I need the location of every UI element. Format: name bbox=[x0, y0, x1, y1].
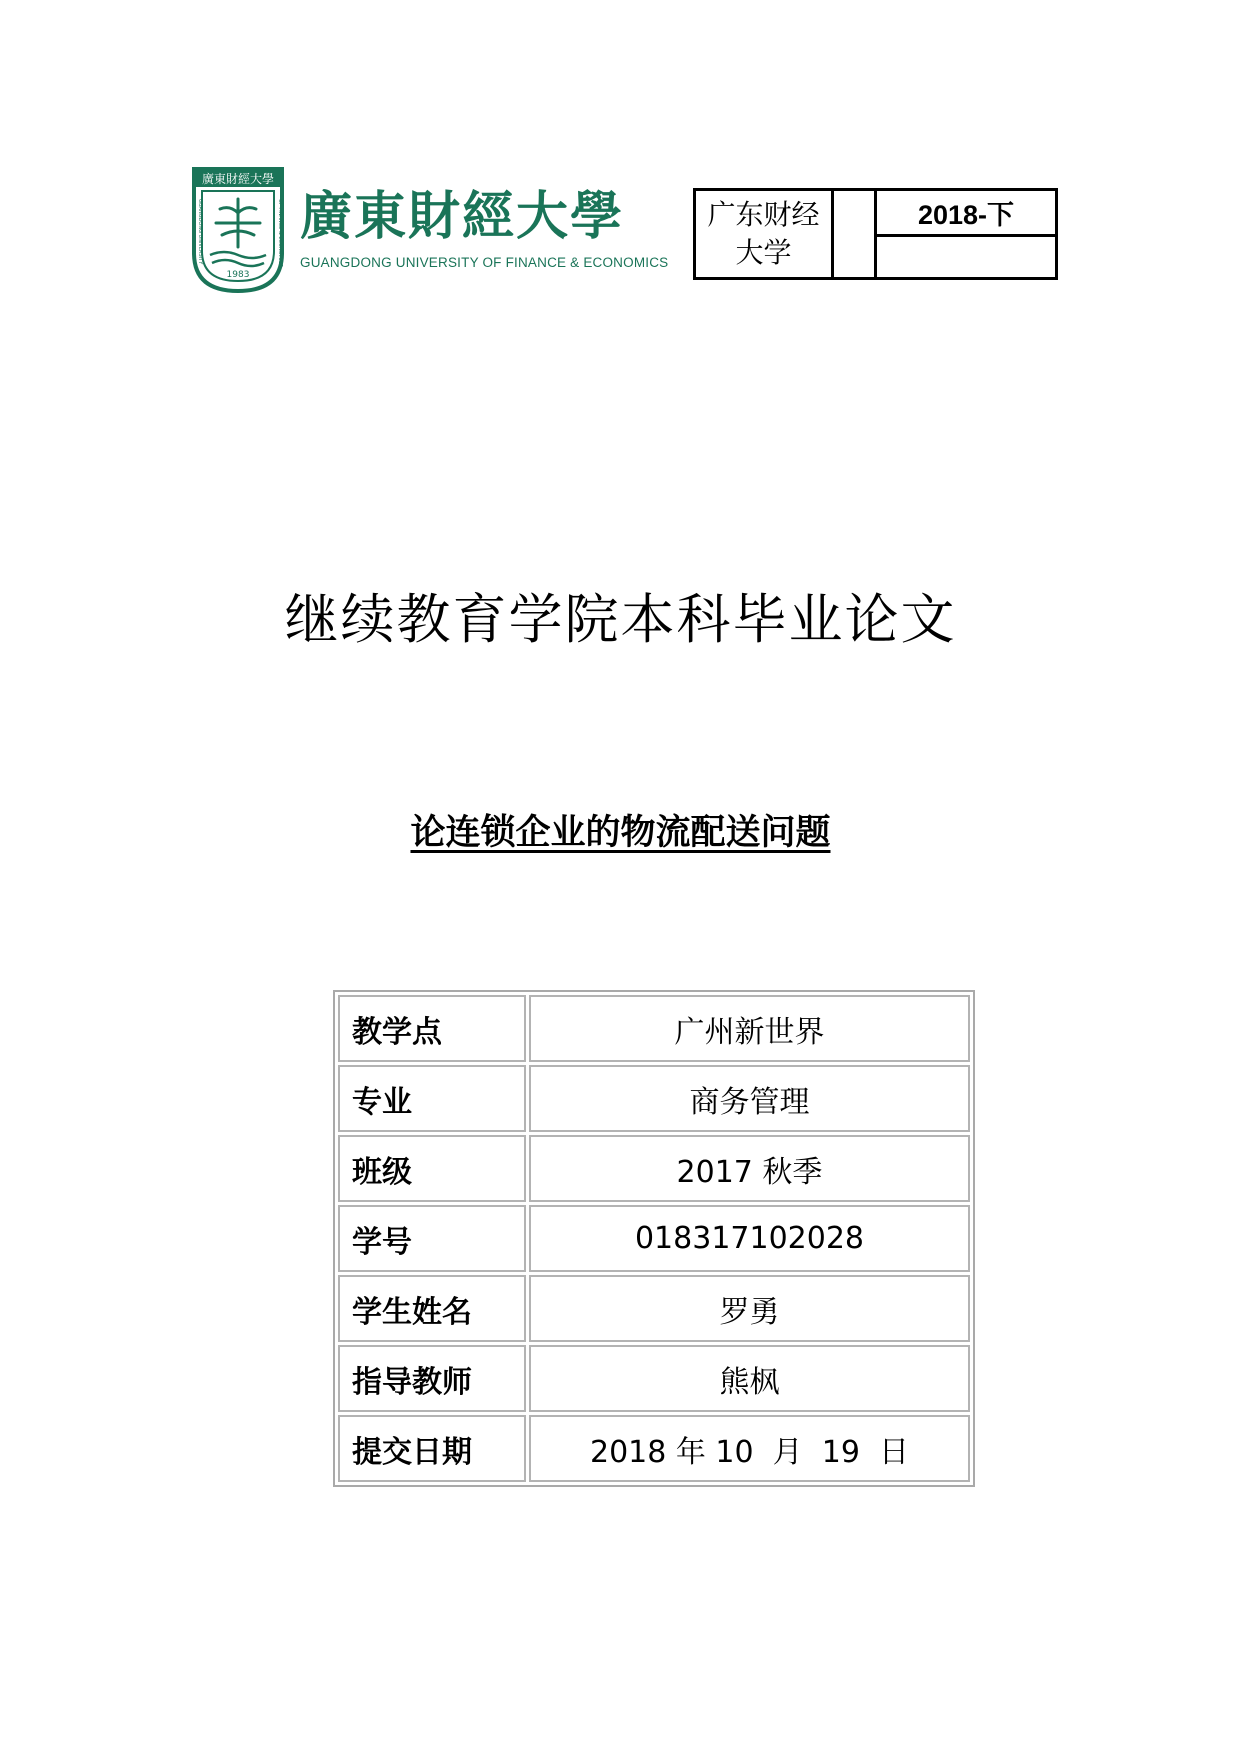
info-value: 罗勇 bbox=[529, 1275, 970, 1342]
thesis-title-text: 论连锁企业的物流配送问题 bbox=[410, 813, 831, 853]
info-label: 专业 bbox=[338, 1065, 526, 1132]
empty-cell bbox=[876, 235, 1057, 279]
header-code-table bbox=[693, 188, 1058, 280]
school-name: 广东财经大学 bbox=[707, 198, 820, 269]
seal-year: 1983 bbox=[226, 270, 250, 280]
info-value: 018317102028 bbox=[529, 1205, 970, 1272]
thesis-title bbox=[0, 808, 1241, 858]
info-label: 指导教师 bbox=[338, 1345, 526, 1412]
blank-cell bbox=[833, 190, 876, 279]
info-label: 学生姓名 bbox=[338, 1275, 526, 1342]
info-row bbox=[338, 1415, 970, 1482]
info-value: 2018 年 10 月 19 日 bbox=[529, 1415, 970, 1482]
seal-right-ring-text: OF FINANCE & ECONOMICS bbox=[277, 199, 283, 268]
info-label: 教学点 bbox=[338, 995, 526, 1062]
info-value: 商务管理 bbox=[529, 1065, 970, 1132]
info-label: 提交日期 bbox=[338, 1415, 526, 1482]
info-row bbox=[338, 1135, 970, 1202]
info-value: 2017 秋季 bbox=[529, 1135, 970, 1202]
info-table-body bbox=[338, 995, 970, 1482]
university-seal-icon bbox=[190, 165, 286, 295]
info-label: 班级 bbox=[338, 1135, 526, 1202]
page-title: 继续教育学院本科毕业论文 bbox=[284, 588, 957, 651]
info-label: 学号 bbox=[338, 1205, 526, 1272]
logo-name-cn: 廣東財經大學 bbox=[300, 186, 625, 247]
term-label: 2018-下 bbox=[917, 199, 1015, 230]
info-row bbox=[338, 1205, 970, 1272]
info-value: 熊枫 bbox=[529, 1345, 970, 1412]
info-row bbox=[338, 995, 970, 1062]
info-row bbox=[338, 1275, 970, 1342]
seal-top-text: 廣東財經大學 bbox=[201, 172, 275, 186]
info-value: 广州新世界 bbox=[529, 995, 970, 1062]
logo-name-en: GUANGDONG UNIVERSITY OF FINANCE & ECONOMICS bbox=[300, 255, 669, 270]
student-info-table bbox=[333, 990, 975, 1487]
term-cell bbox=[876, 190, 1057, 236]
university-logo bbox=[190, 165, 670, 300]
seal-left-ring-text: GUANGDONG UNIVERSITY bbox=[197, 199, 203, 265]
school-name-cell bbox=[695, 190, 833, 279]
info-row bbox=[338, 1345, 970, 1412]
info-row bbox=[338, 1065, 970, 1132]
